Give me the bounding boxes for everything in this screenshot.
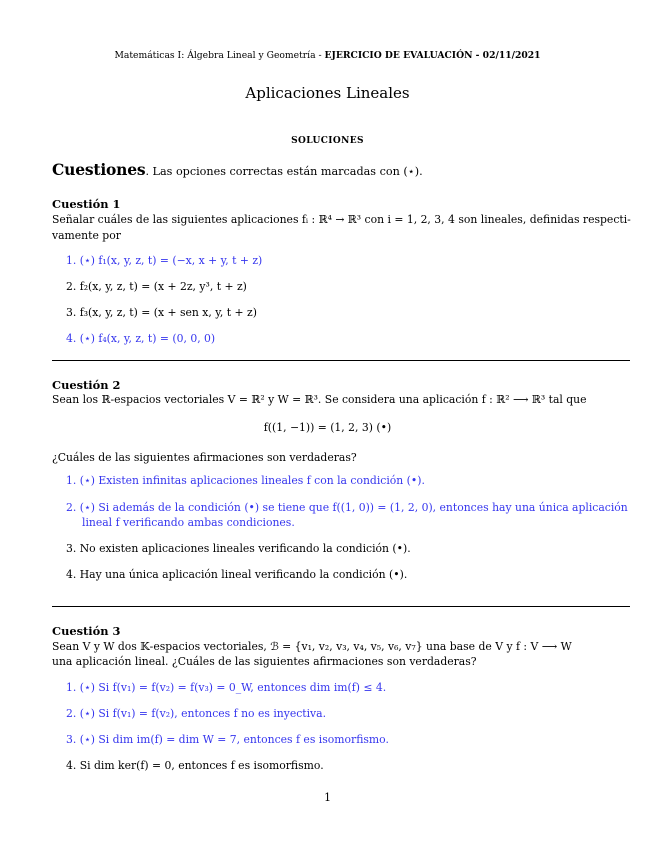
q1-option-1: 1. (⋆) f₁(x, y, z, t) = (−x, x + y, t + z) [66, 254, 263, 267]
solutions-heading: SOLUCIONES [291, 136, 364, 146]
document-title: Aplicaciones Lineales [245, 84, 410, 102]
q3-heading: Cuestión 3 [52, 624, 121, 638]
cuestiones-note: . Las opciones correctas están marcadas con (⋆). [145, 165, 423, 178]
q2-equation: f((1, −1)) = (1, 2, 3) (•) [263, 421, 392, 434]
header-exam-date: EJERCICIO DE EVALUACIÓN - 02/11/2021 [324, 50, 541, 61]
q2-option-4: 4. Hay una única aplicación lineal verificando la condición (•). [66, 568, 408, 581]
q3-option-1: 1. (⋆) Si f(v₁) = f(v₂) = f(v₃) = 0_W, entonces dim im(f) ≤ 4. [66, 681, 387, 694]
q1-statement-line1: Señalar cuáles de las siguientes aplicaciones fᵢ : ℝ⁴ → ℝ³ con i = 1, 2, 3, 4 son lineales, definidas respecti- [52, 213, 631, 226]
q3-option-4: 4. Si dim ker(f) = 0, entonces f es isomorfismo. [66, 759, 324, 772]
q2-option-1: 1. (⋆) Existen infinitas aplicaciones lineales f con la condición (•). [66, 474, 425, 487]
cuestiones-intro [52, 160, 423, 179]
q2-option-3: 3. No existen aplicaciones lineales verificando la condición (•). [66, 542, 411, 555]
q1-option-3: 3. f₃(x, y, z, t) = (x + sen x, y, t + z) [66, 306, 257, 319]
q2-statement: Sean los ℝ-espacios vectoriales V = ℝ² y W = ℝ³. Se considera una aplicación f : ℝ² ⟶ ℝ³ tal que [52, 393, 587, 406]
section-divider [52, 360, 630, 361]
q2-question: ¿Cuáles de las siguientes afirmaciones son verdaderas? [52, 451, 357, 464]
header-course: Matemáticas I: Álgebra Lineal y Geometría - [114, 50, 325, 61]
q3-option-3: 3. (⋆) Si dim im(f) = dim W = 7, entonces f es isomorfismo. [66, 733, 389, 746]
q2-option-2: 2. (⋆) Si además de la condición (•) se tiene que f((1, 0)) = (1, 2, 0), entonces hay una única aplicación lineal f verificando ambas condiciones. [66, 501, 628, 529]
q1-option-2: 2. f₂(x, y, z, t) = (x + 2z, y³, t + z) [66, 280, 247, 293]
q3-option-2: 2. (⋆) Si f(v₁) = f(v₂), entonces f no es inyectiva. [66, 707, 327, 720]
q3-statement-line2: una aplicación lineal. ¿Cuáles de las siguientes afirmaciones son verdaderas? [52, 655, 477, 668]
page-header [0, 50, 655, 61]
section-divider [52, 606, 630, 607]
page-number: 1 [324, 791, 331, 804]
q2-heading: Cuestión 2 [52, 378, 121, 392]
q1-statement-line2: vamente por [52, 229, 121, 242]
cuestiones-label: Cuestiones [52, 160, 146, 179]
q1-heading: Cuestión 1 [52, 197, 121, 211]
q1-option-4: 4. (⋆) f₄(x, y, z, t) = (0, 0, 0) [66, 332, 216, 345]
q3-statement-line1: Sean V y W dos 𝕂-espacios vectoriales, ℬ = {v₁, v₂, v₃, v₄, v₅, v₆, v₇} una base de V y f : V ⟶ W [52, 640, 572, 653]
